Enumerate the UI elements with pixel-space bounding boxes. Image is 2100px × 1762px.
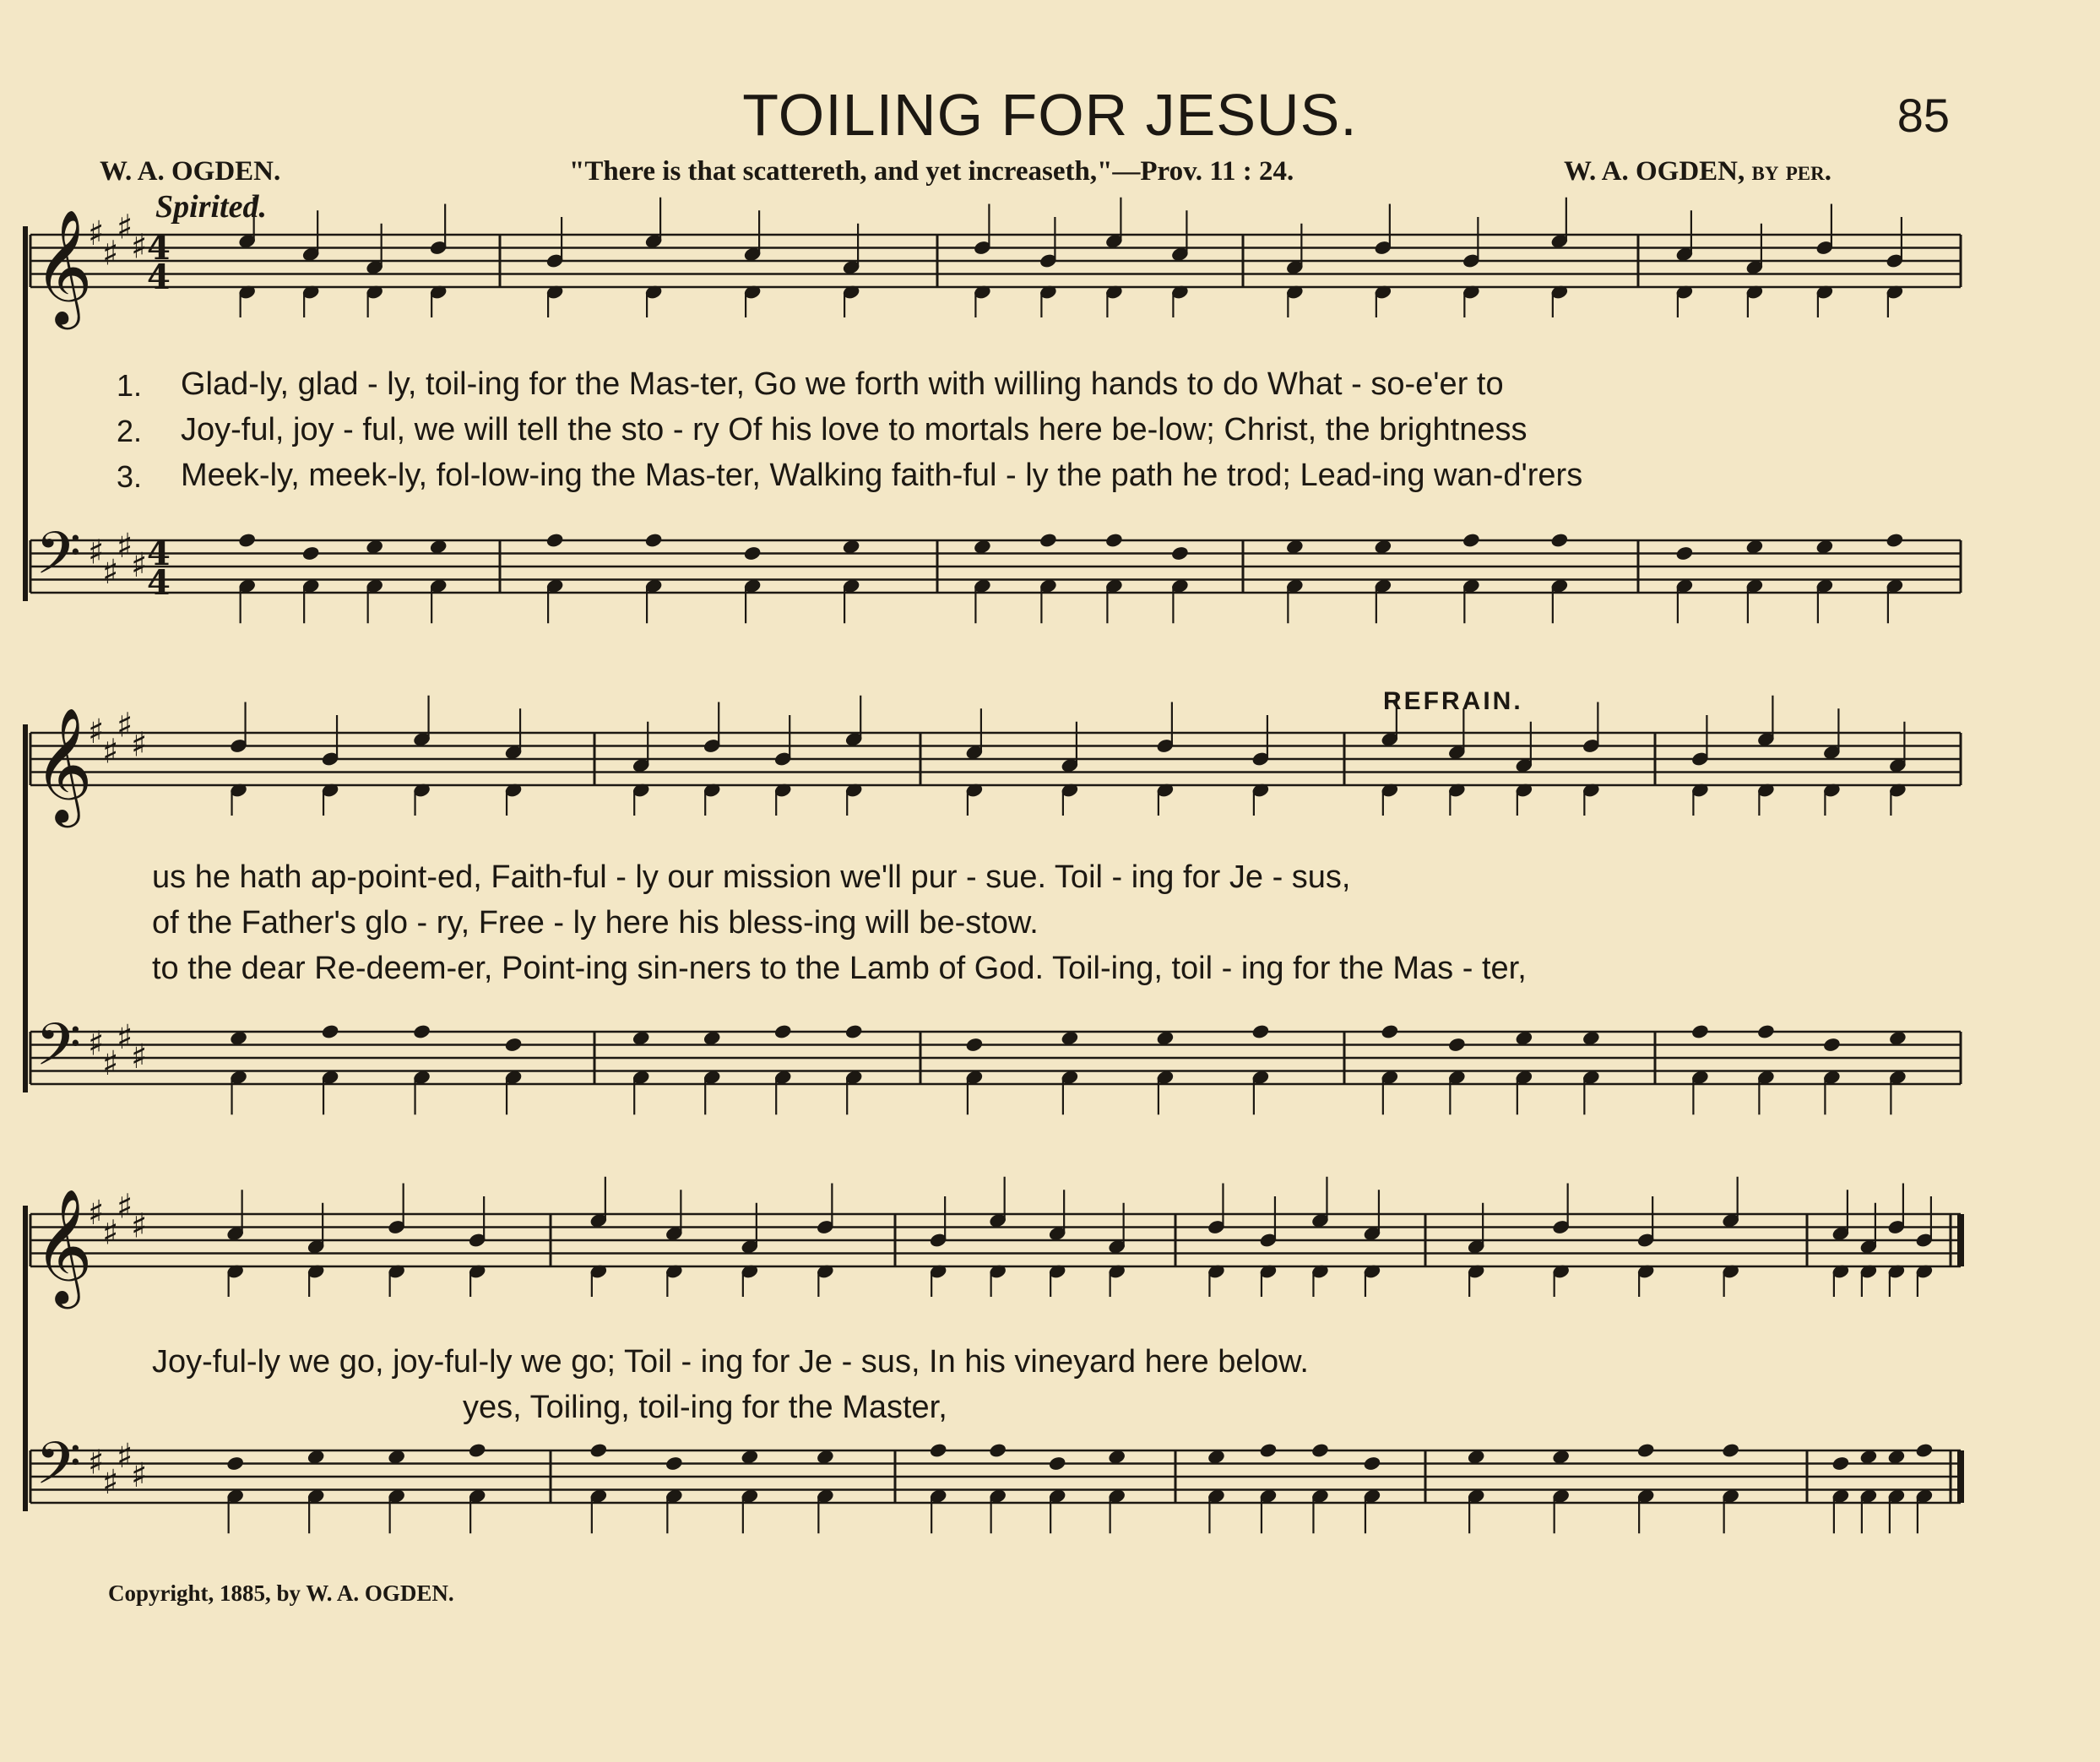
sharp-icon: ♯ bbox=[102, 1213, 119, 1253]
sharp-icon: ♯ bbox=[117, 1017, 133, 1057]
notehead bbox=[1757, 1024, 1775, 1039]
notehead bbox=[842, 539, 860, 555]
sharp-icon: ♯ bbox=[131, 1456, 148, 1495]
sharp-icon: ♯ bbox=[102, 1462, 119, 1502]
notehead bbox=[1448, 1037, 1466, 1052]
refrain-label: REFRAIN. bbox=[1383, 687, 1523, 715]
sharp-icon: ♯ bbox=[88, 533, 105, 572]
notehead bbox=[366, 539, 383, 555]
notehead bbox=[1886, 533, 1903, 548]
notehead bbox=[665, 1456, 683, 1471]
sharp-icon: ♯ bbox=[102, 1044, 119, 1083]
notehead bbox=[741, 1450, 758, 1465]
notehead bbox=[226, 1456, 244, 1471]
sharp-icon: ♯ bbox=[102, 552, 119, 592]
notehead bbox=[1675, 545, 1693, 561]
notehead bbox=[845, 1024, 863, 1039]
notehead bbox=[1887, 1450, 1905, 1465]
time-signature-bottom: 4 bbox=[147, 258, 171, 297]
notehead bbox=[974, 539, 991, 555]
verse-number: 2. bbox=[117, 414, 143, 448]
notehead bbox=[1915, 1443, 1933, 1458]
time-signature-top: 4 bbox=[147, 228, 171, 268]
page-number: 85 bbox=[1897, 89, 1950, 142]
notehead bbox=[1156, 1031, 1174, 1046]
composer-credit: W. A. OGDEN, by per. bbox=[1564, 156, 1831, 187]
notehead bbox=[1462, 533, 1480, 548]
sharp-icon: ♯ bbox=[88, 1443, 105, 1483]
notehead bbox=[989, 1443, 1007, 1458]
lyric-line-refrain: Joy-ful-ly we go, joy-ful-ly we go; Toil - ing for Je - sus, In his vineyard here below. bbox=[152, 1344, 1309, 1380]
sharp-icon: ♯ bbox=[131, 1038, 148, 1076]
notehead bbox=[589, 1443, 607, 1458]
notehead bbox=[1823, 1037, 1841, 1052]
notehead bbox=[413, 1024, 431, 1039]
notehead bbox=[307, 1450, 324, 1465]
notehead bbox=[1691, 1024, 1709, 1039]
notehead bbox=[1311, 1443, 1329, 1458]
treble-clef-icon: 𝄞 bbox=[34, 706, 93, 822]
sharp-icon: ♯ bbox=[88, 1024, 105, 1064]
notehead bbox=[1889, 1031, 1907, 1046]
bass-clef-icon: 𝄢 bbox=[35, 1429, 82, 1512]
notehead bbox=[429, 539, 447, 555]
sharp-icon: ♯ bbox=[88, 1194, 105, 1233]
lyric-line-verse-3: Meek-ly, meek-ly, fol-low-ing the Mas-ter, Walking faith-ful - ly the path he trod; Lead-ing wan-d'rers bbox=[181, 458, 1583, 493]
notehead bbox=[230, 1031, 247, 1046]
lyric-line-verse-2: of the Father's glo - ry, Free - ly here his bless-ing will be-stow. bbox=[152, 905, 1039, 941]
sharp-icon: ♯ bbox=[88, 713, 105, 751]
tempo-marking: Spirited. bbox=[155, 189, 267, 225]
lyric-line-refrain-alt: yes, Toiling, toil-ing for the Master, bbox=[463, 1390, 947, 1425]
notehead bbox=[743, 545, 761, 561]
verse-number: 1. bbox=[117, 368, 143, 403]
notehead bbox=[388, 1450, 405, 1465]
notehead bbox=[1467, 1450, 1484, 1465]
bass-clef-icon: 𝄢 bbox=[35, 1010, 82, 1093]
notehead bbox=[1105, 533, 1123, 548]
notehead bbox=[1108, 1450, 1126, 1465]
notehead bbox=[1550, 533, 1568, 548]
notehead bbox=[1207, 1450, 1225, 1465]
notehead bbox=[1048, 1456, 1066, 1471]
notehead bbox=[1381, 1024, 1398, 1039]
notehead bbox=[1061, 1031, 1078, 1046]
notehead bbox=[1251, 1024, 1269, 1039]
copyright-notice: Copyright, 1885, by W. A. OGDEN. bbox=[108, 1580, 454, 1606]
notehead bbox=[1374, 539, 1392, 555]
notehead bbox=[1552, 1450, 1570, 1465]
notehead bbox=[774, 1024, 792, 1039]
notehead bbox=[1039, 533, 1057, 548]
sharp-icon: ♯ bbox=[117, 706, 133, 745]
sharp-icon: ♯ bbox=[131, 546, 148, 585]
notehead bbox=[644, 533, 662, 548]
notehead bbox=[632, 1031, 650, 1046]
sharp-icon: ♯ bbox=[117, 208, 133, 247]
lyric-line-verse-1: Glad-ly, glad - ly, toil-ing for the Mas-ter, Go we forth with willing hands to do What - so-e'er to bbox=[181, 366, 1504, 402]
notehead bbox=[1582, 1031, 1600, 1046]
notehead bbox=[1286, 539, 1304, 555]
treble-clef-icon: 𝄞 bbox=[34, 1187, 93, 1304]
sharp-icon: ♯ bbox=[102, 732, 119, 772]
lyric-line-verse-2: Joy-ful, joy - ful, we will tell the sto - ry Of his love to mortals here be-low; Christ, the brightness bbox=[181, 412, 1528, 447]
lyric-line-verse-1: us he hath ap-point-ed, Faith-ful - ly our mission we'll pur - sue. Toil - ing for Je - sus, bbox=[152, 859, 1351, 895]
time-signature-bottom: 4 bbox=[147, 563, 171, 603]
treble-clef-icon: 𝄞 bbox=[34, 208, 93, 324]
notehead bbox=[545, 533, 563, 548]
sharp-icon: ♯ bbox=[88, 214, 105, 253]
notehead bbox=[238, 533, 256, 548]
notehead bbox=[703, 1031, 721, 1046]
notehead bbox=[817, 1450, 834, 1465]
notehead bbox=[468, 1443, 486, 1458]
notehead bbox=[1831, 1456, 1849, 1471]
notehead bbox=[929, 1443, 947, 1458]
time-signature-top: 4 bbox=[147, 534, 171, 573]
lyric-line-verse-3: to the dear Re-deem-er, Point-ing sin-ners to the Lamb of God. Toil-ing, toil - ing for the Mas - ter, bbox=[152, 951, 1527, 986]
notehead bbox=[1171, 545, 1189, 561]
notehead bbox=[1722, 1443, 1739, 1458]
lyricist-credit: W. A. OGDEN. bbox=[100, 156, 281, 187]
scripture-epigraph: "There is that scattereth, and yet increaseth,"—Prov. 11 : 24. bbox=[569, 156, 1294, 187]
sharp-icon: ♯ bbox=[102, 234, 119, 274]
verse-number: 3. bbox=[117, 459, 143, 494]
sharp-icon: ♯ bbox=[131, 1206, 148, 1246]
hymn-title: TOILING FOR JESUS. bbox=[742, 82, 1358, 148]
sharp-icon: ♯ bbox=[131, 725, 148, 765]
notehead bbox=[1815, 539, 1833, 555]
sharp-icon: ♯ bbox=[131, 227, 148, 267]
notehead bbox=[965, 1037, 983, 1052]
notehead bbox=[1859, 1450, 1877, 1465]
sharp-icon: ♯ bbox=[117, 526, 133, 566]
notehead bbox=[1363, 1456, 1381, 1471]
notehead bbox=[1636, 1443, 1654, 1458]
sharp-icon: ♯ bbox=[117, 1187, 133, 1227]
notehead bbox=[504, 1037, 522, 1052]
notehead bbox=[1745, 539, 1763, 555]
notehead bbox=[1515, 1031, 1533, 1046]
notehead bbox=[301, 545, 319, 561]
sharp-icon: ♯ bbox=[117, 1436, 133, 1476]
notehead bbox=[1259, 1443, 1277, 1458]
bass-clef-icon: 𝄢 bbox=[35, 518, 82, 602]
notehead bbox=[321, 1024, 339, 1039]
